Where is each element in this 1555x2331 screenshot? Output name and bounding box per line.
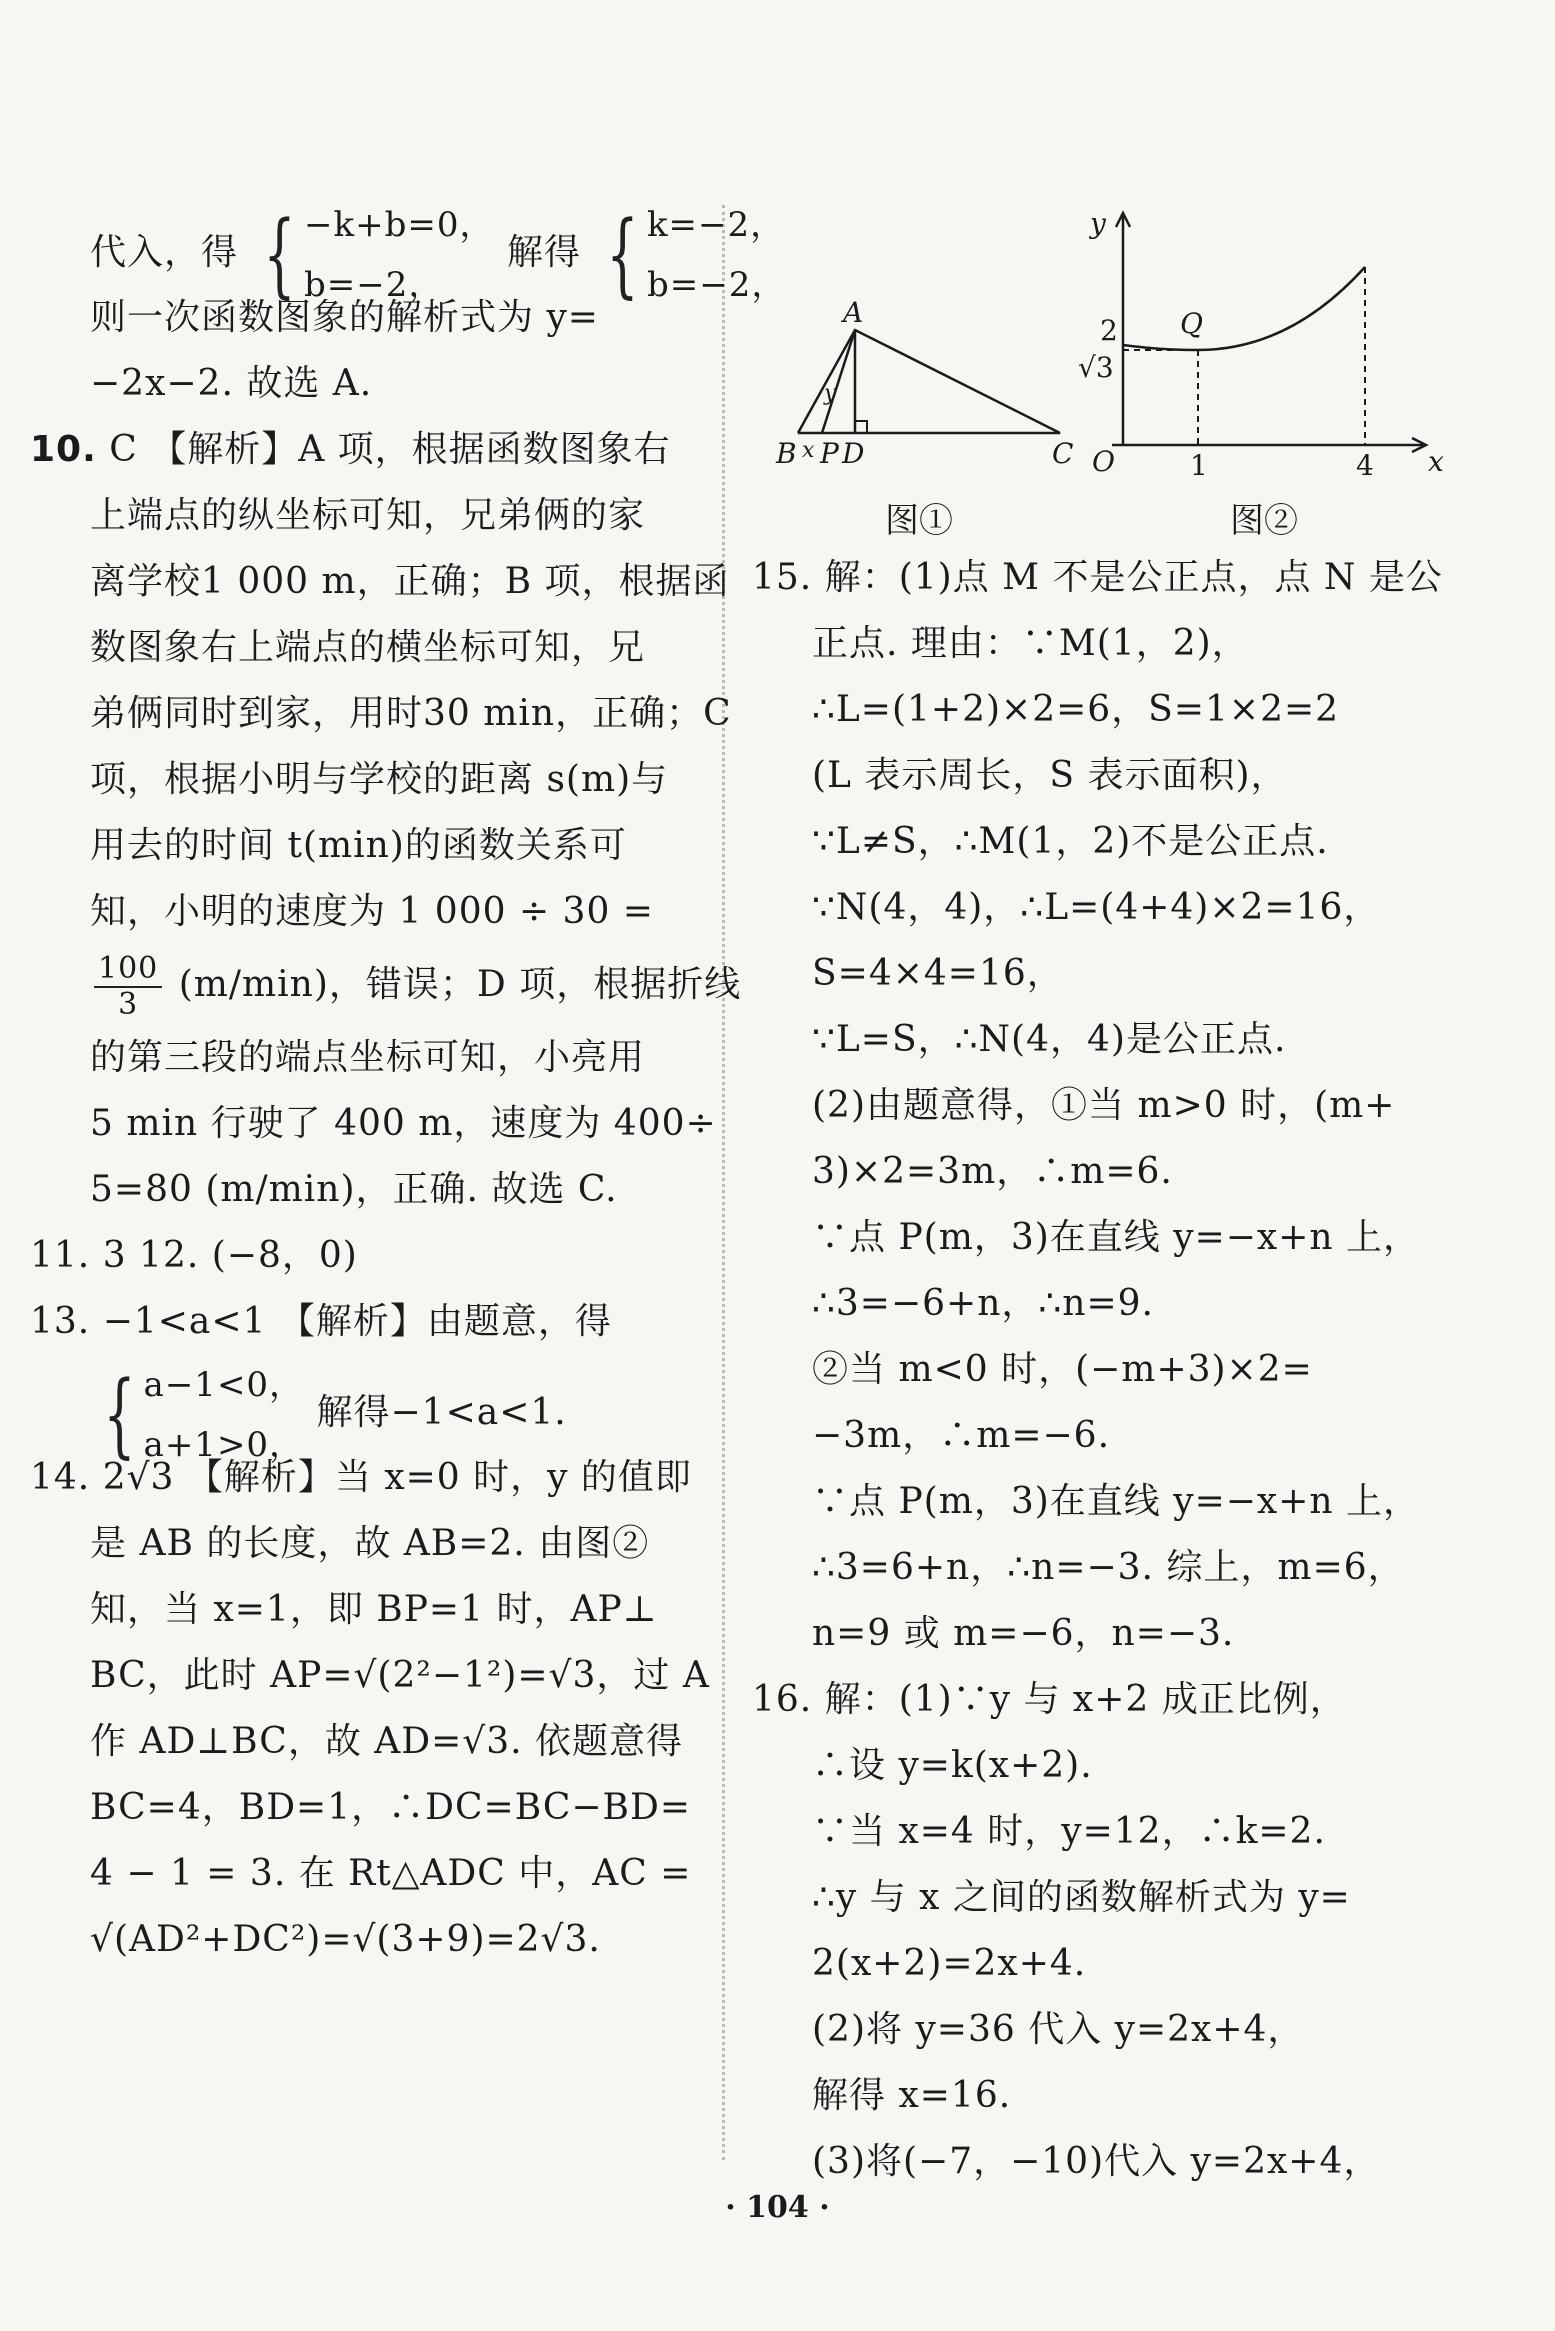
tick-2: 2 <box>1100 314 1118 347</box>
tick-1: 1 <box>1190 449 1208 482</box>
axis-label-y: y <box>1090 207 1106 240</box>
fraction-numerator: 100 <box>94 952 162 988</box>
figures-svg <box>760 205 1450 545</box>
q14-text-6: 4 − 1 = 3. 在 Rt△ADC 中，AC = <box>90 1853 692 1894</box>
tick-4: 4 <box>1356 449 1374 482</box>
q15-text-0: 15. 解：(1)点 M 不是公正点，点 N 是公 <box>752 557 1443 598</box>
label-B: B <box>776 437 797 470</box>
q16-text-1: ∴设 y=k(x+2). <box>812 1745 1093 1786</box>
label-y-segment: y <box>824 381 837 406</box>
q15-text-15: ∴3=6+n，∴n=−3. 综上，m=6， <box>812 1547 1405 1588</box>
column-divider <box>722 205 725 2160</box>
q11-q12-answers: 11. 3 12. (−8，0) <box>30 1235 358 1276</box>
q14-text-3: BC，此时 AP=√(2²−1²)=√3，过 A <box>90 1655 710 1696</box>
q15-text-6: S=4×4=16， <box>812 953 1064 994</box>
q15-text-1: 正点. 理由：∵M(1，2)， <box>812 623 1249 664</box>
q15-text-8: (2)由题意得，①当 m>0 时，(m+ <box>812 1085 1396 1126</box>
system1-row1: −k+b=0， <box>304 205 495 245</box>
inequality-row2: a+1>0， <box>143 1425 305 1465</box>
substitution-line <box>30 195 787 308</box>
q15-text-10: ∵点 P(m，3)在直线 y=−x+n 上， <box>812 1217 1421 1258</box>
origin-label: O <box>1092 445 1115 478</box>
label-P: P <box>820 437 839 470</box>
figures-area <box>760 205 1450 545</box>
label-C: C <box>1052 437 1074 470</box>
q10-after-fraction: (m/min)，错误；D 项，根据折线 <box>178 964 742 1005</box>
curve <box>1123 267 1365 350</box>
q10-text-5: 项，根据小明与学校的距离 s(m)与 <box>90 759 669 800</box>
q14-text-4: 作 AD⊥BC，故 AD=√3. 依题意得 <box>90 1721 684 1762</box>
q10-number: 10. <box>30 429 97 470</box>
q14-text-0: 14. 2√3 【解析】当 x=0 时，y 的值即 <box>30 1457 692 1498</box>
fraction-denominator: 3 <box>118 987 139 1022</box>
q15-text-7: ∵L=S，∴N(4，4)是公正点. <box>812 1019 1287 1060</box>
q16-text-2: ∵当 x=4 时，y=12，∴k=2. <box>812 1811 1326 1852</box>
q10-text-2: 离学校1 000 m，正确；B 项，根据函 <box>90 561 730 602</box>
q10-text-10: 5=80 (m/min)，正确. 故选 C. <box>90 1169 618 1210</box>
right-column <box>752 545 1443 2195</box>
figure-1-caption: 图① <box>885 501 953 541</box>
substitution-prefix: 代入，得 <box>90 232 239 273</box>
solve-word: 解得 <box>506 232 581 273</box>
q15-text-12: ②当 m<0 时，(−m+3)×2= <box>812 1349 1313 1390</box>
tick-root3: √3 <box>1078 351 1114 384</box>
q16-text-7: (3)将(−7，−10)代入 y=2x+4， <box>812 2141 1381 2182</box>
q10-fraction-line <box>30 945 742 1025</box>
q15-text-4: ∵L≠S，∴M(1，2)不是公正点. <box>812 821 1329 862</box>
q14-text-1: 是 AB 的长度，故 AB=2. 由图② <box>90 1523 650 1564</box>
label-A: A <box>843 296 864 329</box>
left-column <box>30 195 787 1973</box>
label-D: D <box>842 437 865 470</box>
equation-system-2: { k=−2， b=−2， <box>593 195 786 315</box>
q14-text-7: √(AD²+DC²)=√(3+9)=2√3. <box>90 1919 601 1960</box>
q15-text-14: ∵点 P(m，3)在直线 y=−x+n 上， <box>812 1481 1421 1522</box>
q14-text-5: BC=4，BD=1，∴DC=BC−BD= <box>90 1787 692 1828</box>
figure-1-triangle <box>798 330 1060 433</box>
axis-label-x: x <box>1428 445 1444 478</box>
q13-system-line <box>30 1355 690 1468</box>
inequality-row1: a−1<0， <box>143 1365 305 1405</box>
q15-text-5: ∵N(4，4)，∴L=(4+4)×2=16， <box>812 887 1381 928</box>
q10-line-0 <box>30 417 690 483</box>
q10-text-1: 上端点的纵坐标可知，兄弟俩的家 <box>90 495 646 536</box>
right-angle-mark <box>855 421 867 433</box>
q10-text-0: C 【解析】A 项，根据函数图象右 <box>109 429 671 470</box>
q15-text-13: −3m，∴m=−6. <box>812 1415 1111 1456</box>
q10-text-6: 用去的时间 t(min)的函数关系可 <box>90 825 627 866</box>
q13-head: 13. −1<a<1 【解析】由题意，得 <box>30 1301 612 1342</box>
q16-text-3: ∴y 与 x 之间的函数解析式为 y= <box>812 1877 1351 1918</box>
q10-text-8: 的第三段的端点坐标可知，小亮用 <box>90 1037 646 1078</box>
q10-text-7: 知，小明的速度为 1 000 ÷ 30 = <box>90 891 654 932</box>
point-Q-label: Q <box>1180 307 1203 340</box>
q15-text-16: n=9 或 m=−6，n=−3. <box>812 1613 1235 1654</box>
system2-row2: b=−2， <box>646 265 787 305</box>
q13-tail: 解得−1<a<1. <box>316 1392 567 1433</box>
label-x: x <box>802 438 815 463</box>
q14-text-2: 知，当 x=1，即 BP=1 时，AP⊥ <box>90 1589 658 1630</box>
equation-system-1: { −k+b=0， b=−2， <box>250 195 494 315</box>
page-number: · 104 · <box>725 2190 830 2225</box>
figure-2-caption: 图② <box>1230 501 1298 541</box>
q10-text-3: 数图象右上端点的横坐标可知，兄 <box>90 627 646 668</box>
line-l2: 则一次函数图象的解析式为 y= <box>90 297 599 338</box>
q10-text-4: 弟俩同时到家，用时30 min，正确；C <box>90 693 732 734</box>
q15-text-2: ∴L=(1+2)×2=6，S=1×2=2 <box>812 689 1340 730</box>
figure-2-graph <box>1112 213 1426 452</box>
q16-text-0: 16. 解：(1)∵y 与 x+2 成正比例， <box>752 1679 1347 1720</box>
fraction-100-over-3 <box>94 952 162 1022</box>
q15-text-3: (L 表示周长，S 表示面积)， <box>812 755 1288 796</box>
q15-text-9: 3)×2=3m，∴m=6. <box>812 1151 1173 1192</box>
q15-text-11: ∴3=−6+n，∴n=9. <box>812 1283 1154 1324</box>
q16-text-4: 2(x+2)=2x+4. <box>812 1943 1087 1984</box>
q10-text-9: 5 min 行驶了 400 m，速度为 400÷ <box>90 1103 717 1144</box>
line-l3: −2x−2. 故选 A. <box>90 363 373 404</box>
q16-text-6: 解得 x=16. <box>812 2075 1012 2116</box>
system1-row2: b=−2， <box>304 265 444 305</box>
q16-text-5: (2)将 y=36 代入 y=2x+4， <box>812 2009 1305 2050</box>
inequality-system: { a−1<0， a+1>0， <box>90 1355 304 1475</box>
system2-row1: k=−2， <box>646 205 786 245</box>
